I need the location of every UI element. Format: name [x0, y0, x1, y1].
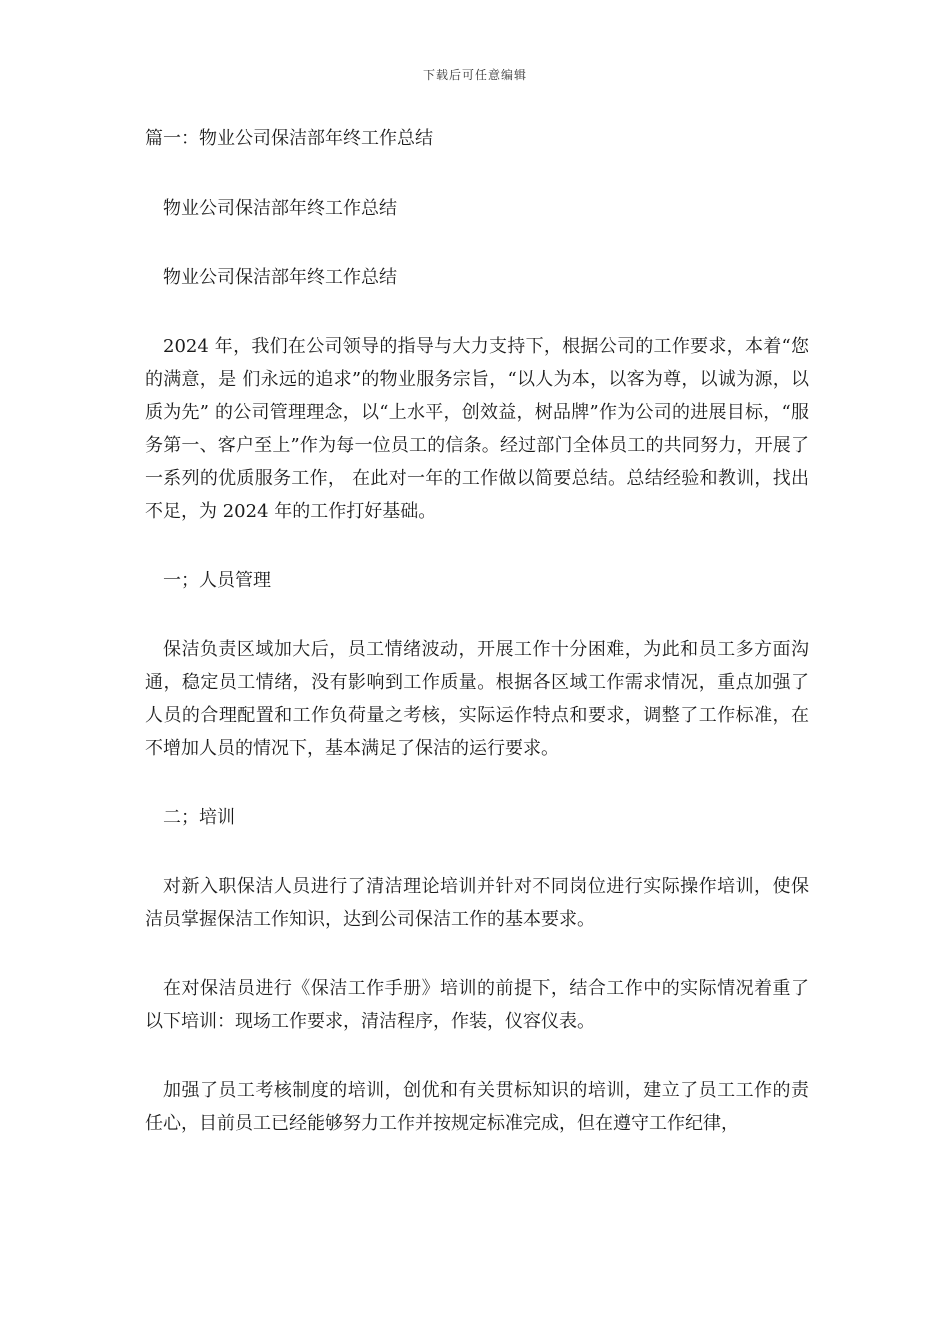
subtitle-2: 物业公司保洁部年终工作总结: [163, 267, 397, 288]
section-heading-personnel: 一；人员管理: [163, 570, 271, 591]
document-body: [145, 122, 809, 1140]
article-title: 篇一：物业公司保洁部年终工作总结: [145, 128, 433, 149]
intro-paragraph: 2024 年，我们在公司领导的指导与大力支持下，根据公司的工作要求，本着“您的满意，是 们永远的追求”的物业服务宗旨，“以人为本，以客为尊，以诚为源，以质为先” 的公司管理理念，以“上水平，创效益，树品牌”作为公司的进展目标，“服务第一、客户至上”作为每一位员工的信条。经过部门全体员工的共同努力，开展了一系列的优质服务工作， 在此对一年的工作做以简要总结。总结经验和教训，找出不足，为 2024 年的工作打好基础。: [145, 336, 809, 522]
training-paragraph-1: 对新入职保洁人员进行了清洁理论培训并针对不同岗位进行实际操作培训，使保洁员掌握保洁工作知识，达到公司保洁工作的基本要求。: [145, 876, 809, 930]
header-note: 下载后可任意编辑: [422, 68, 527, 82]
training-paragraph-2: 在对保洁员进行《保洁工作手册》培训的前提下，结合工作中的实际情况着重了以下培训：现场工作要求，清洁程序，作装，仪容仪表。: [145, 978, 809, 1032]
personnel-paragraph: 保洁负责区域加大后，员工情绪波动，开展工作十分困难，为此和员工多方面沟通，稳定员工情绪，没有影响到工作质量。根据各区域工作需求情况，重点加强了人员的合理配置和工作负荷量之考核，实际运作特点和要求，调整了工作标准，在不增加人员的情况下，基本满足了保洁的运行要求。: [145, 639, 809, 759]
section-heading-training: 二；培训: [163, 807, 235, 828]
subtitle-1: 物业公司保洁部年终工作总结: [163, 198, 397, 219]
training-paragraph-3: 加强了员工考核制度的培训，创优和有关贯标知识的培训，建立了员工工作的责任心，目前员工已经能够努力工作并按规定标准完成，但在遵守工作纪律，: [145, 1080, 809, 1134]
